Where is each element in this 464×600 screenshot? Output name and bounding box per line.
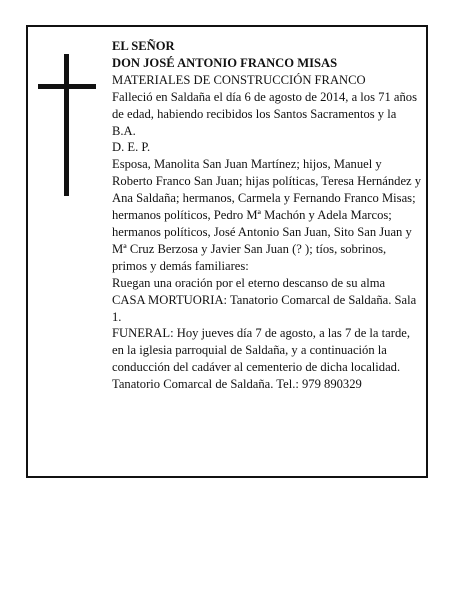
prayer-request: Ruegan una oración por el eterno descanso de su alma: [112, 275, 386, 290]
family-list: Esposa, Manolita San Juan Martínez; hijos, Manuel y Roberto Franco San Juan; hijas políticas, Teresa Hernández y Ana Saldaña; hermanos, Carmela y Fernando Franco Misas; hermanos políticos, Pedro Mª Machón y Adela Marcos; hermanos políticos, José Antonio San Juan, Sito San Juan y Mª Cruz Berzosa y Javier San Juan (? ); tíos, sobrinos, primos y demás familiares:: [112, 157, 422, 273]
death-info: Falleció en Saldaña el día 6 de agosto de 2014, a los 71 años de edad, habiendo recibidos los Santos Sacramentos y la B.A.: [112, 89, 417, 138]
mortuary-info: CASA MORTUORIA: Tanatorio Comarcal de Saldaña. Sala 1.: [112, 292, 417, 324]
deceased-name: DON JOSÉ ANTONIO FRANCO MISAS: [112, 55, 338, 70]
obituary-text: [112, 38, 422, 393]
rip-text: D. E. P.: [112, 140, 151, 155]
cross-vertical-bar: [64, 54, 69, 196]
cross-horizontal-bar: [38, 84, 96, 89]
contact-info: Tanatorio Comarcal de Saldaña. Tel.: 979 890329: [112, 377, 362, 392]
title-line-1: EL SEÑOR: [112, 39, 175, 53]
funeral-info: FUNERAL: Hoy jueves día 7 de agosto, a las 7 de la tarde, en la iglesia parroquial de Saldaña, y a continuación la conducción del cadáver al cementerio de dicha localidad.: [112, 326, 410, 375]
company-name: MATERIALES DE CONSTRUCCIÓN FRANCO: [112, 72, 366, 87]
